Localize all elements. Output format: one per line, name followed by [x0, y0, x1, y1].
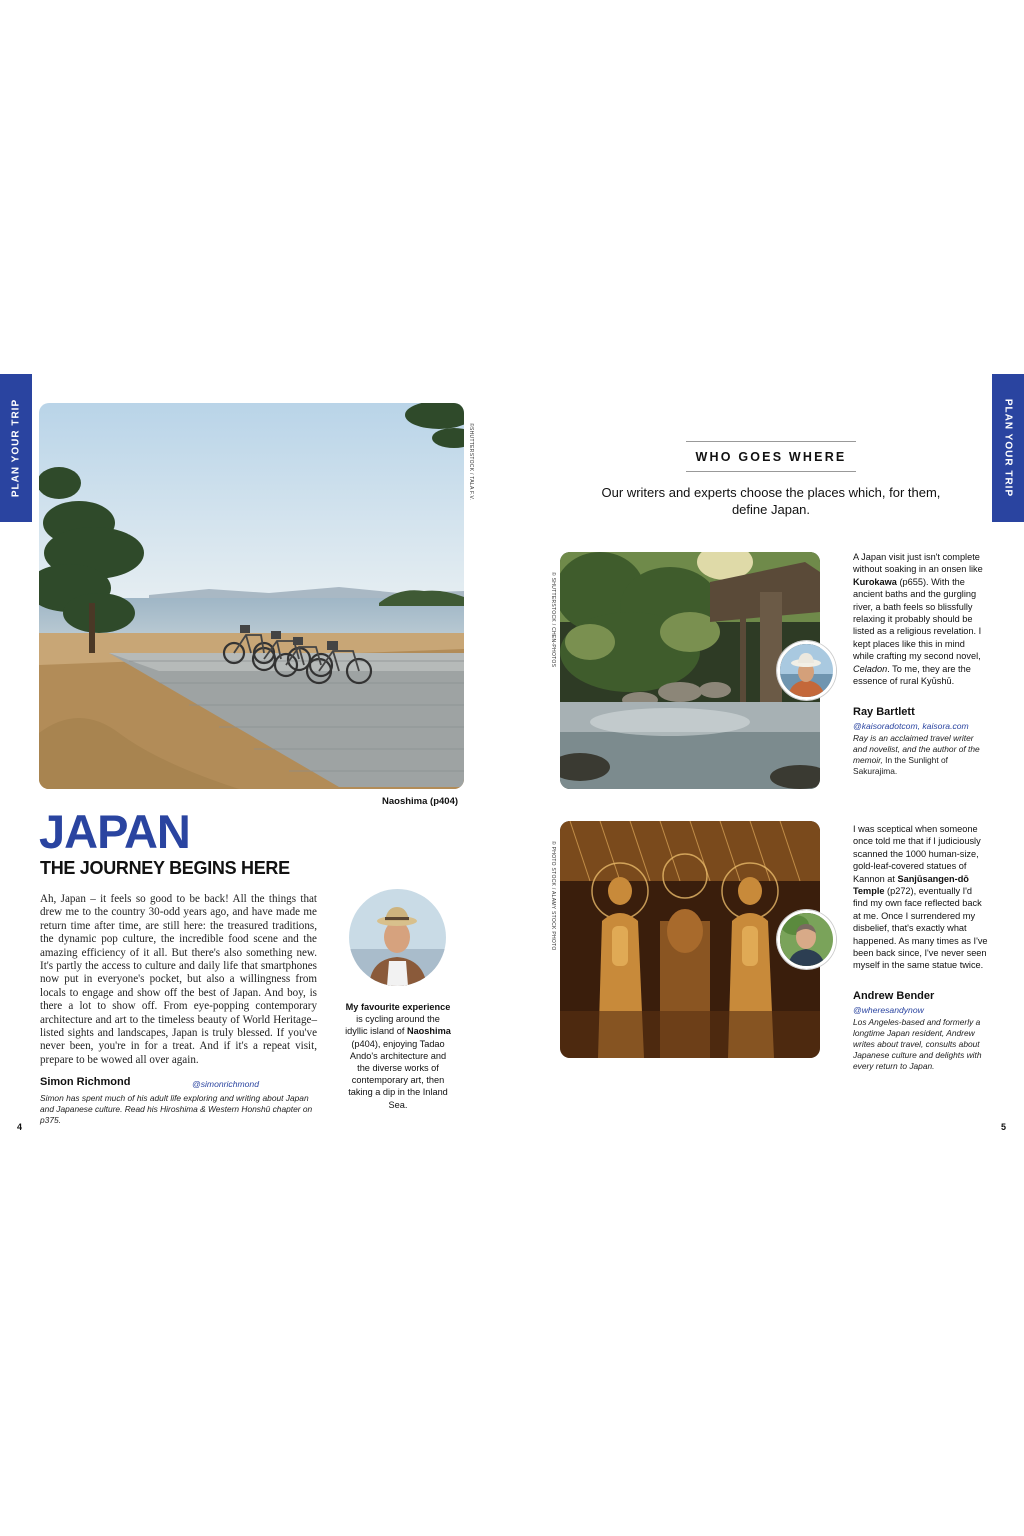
- author-name: Ray Bartlett: [853, 706, 915, 718]
- avatar-ray-bartlett: [777, 641, 836, 700]
- quote-text: A Japan visit just isn't complete without soaking in an onsen like: [853, 552, 983, 575]
- side-tab-label: PLAN YOUR TRIP: [10, 398, 22, 498]
- quote-text: (p272), eventually I'd find my own face reflected back at me. Once I surrendered my disbelief, that's exactly what happened. As many times as I've been back since, I've never seen myself in the same statue twice.: [853, 886, 988, 971]
- section-title: WHO GOES WHERE: [695, 450, 847, 464]
- section-subtitle: Our writers and experts choose the places which, for them, define Japan.: [601, 485, 941, 517]
- photo-credit: ©SHUTTERSTOCK / TALA F.V.: [468, 423, 474, 501]
- favourite-experience: [345, 1001, 451, 1111]
- quote-novel-title: Celadon: [853, 663, 888, 674]
- bio-text: Ray is an acclaimed travel writer and novelist, and the author of the memoir,: [853, 733, 980, 765]
- quote-text: . To me, they are the essence of rural Kyūshū.: [853, 663, 971, 687]
- side-tab-left: [0, 374, 32, 522]
- side-tab-right: [992, 374, 1024, 522]
- author-handle[interactable]: @wheresandynow: [853, 1005, 924, 1015]
- page-subtitle: THE JOURNEY BEGINS HERE: [40, 858, 290, 878]
- quote-place: Kurokawa: [853, 576, 897, 587]
- photo-credit: © SHUTTERSTOCK / CHEN-PHOTOS: [550, 572, 556, 668]
- quote-ray-bartlett: [853, 551, 988, 687]
- divider-top: [686, 441, 856, 442]
- author-handle[interactable]: @simonrichmond: [192, 1079, 259, 1089]
- avatar-simon-richmond: [349, 889, 446, 986]
- quote-place: Sanjūsangen-dō Temple: [853, 873, 969, 897]
- quote-text: (p655). With the ancient baths and the gurgling river, a bath feels so blissfully relaxing it probably should be listed as a religious revelation. I kept places like this in mind while crafting my second novel,: [853, 576, 982, 662]
- intro-paragraph: Ah, Japan – it feels so good to be back! All the things that drew me to the country 30-odd years ago, and have made me return time after time, are still here: the treasured traditions, the dynamic pop culture, the incredible food scene and the amazing efficiency of it all. But there's also something new. It's partly the access to culture and daily life that smartphones now put in everyone's pocket, but also a willingness from locals to engage and show off the best of Japan. And boy, is there a lot to show off. From eye-popping contemporary architecture and art to the timeless beauty of World Heritage–listed sights and landscapes, Japan is truly blessed. If you've never been, you're in for a treat. And if it's a repeat visit, prepare to be wowed all over again.: [40, 893, 317, 1066]
- page-number-right: 5: [1001, 1122, 1007, 1132]
- author-name: Andrew Bender: [853, 990, 935, 1002]
- author-bio: Los Angeles-based and formerly a longtime Japan resident, Andrew writes about travel, consults about Japanese culture and delights with every return to Japan.: [853, 1017, 982, 1071]
- page-number-left: 4: [17, 1122, 23, 1132]
- favourite-lead: My favourite experience: [345, 1002, 451, 1012]
- hero-photo-naoshima: [39, 403, 464, 789]
- divider-bottom: [686, 471, 856, 472]
- page-title: JAPAN: [39, 805, 190, 858]
- author-name: Simon Richmond: [40, 1076, 131, 1088]
- favourite-place: Naoshima: [406, 1026, 451, 1037]
- quote-text: I was sceptical when someone once told me that if I judiciously scanned the 1000 human-size, gold-leaf-covered statues of Kannon at: [853, 824, 981, 884]
- author-bio: Simon has spent much of his adult life exploring and writing about Japan and Japanese culture. Read his Hiroshima & Western Honshū chapter on p375.: [40, 1093, 313, 1125]
- author-handle[interactable]: @kaisoradotcom, kaisora.com: [853, 721, 969, 731]
- favourite-text: (p404), enjoying Tadao Ando's architecture and the diverse works of contemporary art, then taking a dip in the Inland Sea.: [348, 1038, 448, 1110]
- favourite-text: is cycling around the idyllic island of: [345, 1014, 440, 1037]
- author-bio: [853, 733, 988, 777]
- photo-caption: Naoshima (p404): [382, 796, 459, 807]
- naoshima-bicycles-illustration: [39, 403, 464, 789]
- photo-credit: © PHOTO STOCK / ALAMY STOCK PHOTO: [550, 841, 556, 951]
- bio-book-title: In the Sunlight of Sakurajima.: [853, 755, 948, 776]
- side-tab-label: PLAN YOUR TRIP: [1002, 398, 1014, 498]
- avatar-andrew-bender: [777, 910, 836, 969]
- quote-andrew-bender: [853, 823, 988, 972]
